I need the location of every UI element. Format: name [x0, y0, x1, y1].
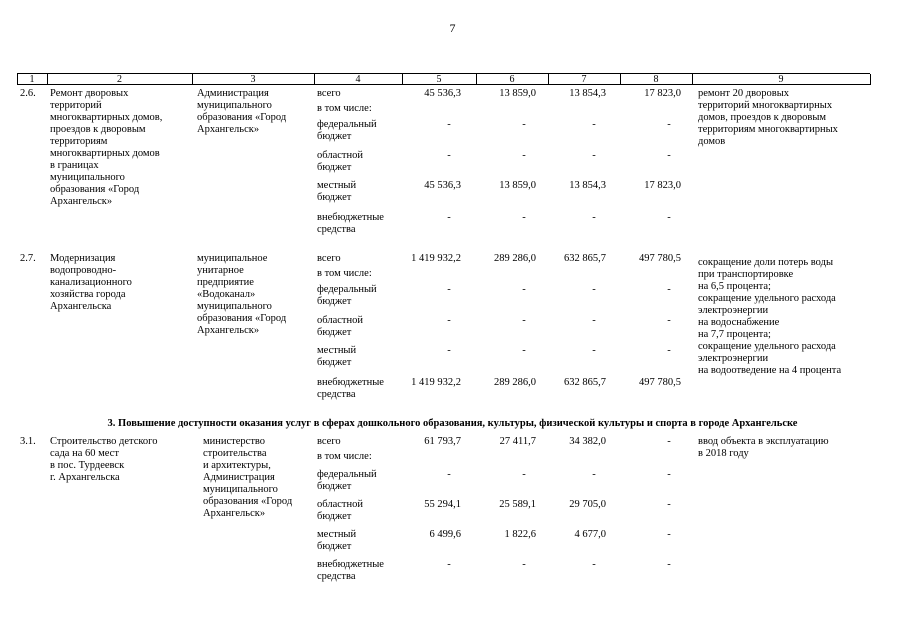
value-year-2018: 289 286,0: [494, 253, 536, 264]
value-year-2018: 13 859,0: [499, 88, 536, 99]
value-year-2018: -: [522, 469, 526, 480]
value-year-2019: -: [592, 315, 596, 326]
value-total: -: [447, 315, 451, 326]
value-year-2019: 34 382,0: [569, 436, 606, 447]
value-year-2019: 632 865,7: [564, 377, 606, 388]
funding-source-label: внебюджетные средства: [317, 212, 384, 235]
page-number: 7: [449, 21, 456, 35]
value-total: 1 419 932,2: [411, 377, 461, 388]
value-total: -: [447, 212, 451, 223]
value-year-2019: 4 677,0: [574, 529, 606, 540]
header-divider: [314, 74, 315, 85]
value-year-2018: 289 286,0: [494, 377, 536, 388]
expected-result: сокращение доли потерь воды при транспортировке на 6,5 процента; сокращение удельного расхода электроэнергии на водоснабжение на 7,7 процента; сокращение удельного расхода электроэнергии на водоотведение на 4 процента: [698, 257, 842, 376]
header-cell: 7: [581, 74, 587, 85]
funding-source-label: всего: [317, 436, 341, 447]
row-number: 2.7.: [20, 253, 36, 264]
header-cell: 8: [653, 74, 659, 85]
header-divider: [692, 74, 693, 85]
value-year-2018: -: [522, 212, 526, 223]
value-total: 61 793,7: [424, 436, 461, 447]
value-year-2019: 13 854,3: [569, 88, 606, 99]
value-year-2020: -: [667, 436, 671, 447]
value-year-2018: 27 411,7: [499, 436, 536, 447]
header-cell: 2: [117, 74, 122, 85]
header-divider: [402, 74, 403, 85]
value-total: 6 499,6: [429, 529, 461, 540]
value-year-2018: 1 822,6: [504, 529, 536, 540]
value-year-2018: -: [522, 345, 526, 356]
value-year-2019: 13 854,3: [569, 180, 606, 191]
funding-source-label: местный бюджет: [317, 180, 357, 203]
funding-source-label: федеральный бюджет: [317, 284, 377, 307]
value-year-2019: 632 865,7: [564, 253, 606, 264]
expected-result: ввод объекта в эксплуатацию в 2018 году: [698, 436, 829, 459]
funding-source-label: областной бюджет: [317, 150, 363, 173]
header-cell: 1: [29, 74, 35, 85]
row-number: 3.1.: [20, 436, 36, 447]
measure-name: Ремонт дворовых территорий многоквартирных домов, проездов к дворовым территориям многоквартирных домов в границах муниципального образования «Город Архангельск»: [50, 88, 163, 207]
header-cell: 3: [250, 74, 256, 85]
value-year-2020: 17 823,0: [644, 88, 681, 99]
funding-source-label: внебюджетные средства: [317, 377, 384, 400]
header-divider: [47, 74, 48, 85]
header-divider: [192, 74, 193, 85]
measure-name: Модернизация водопроводно- канализационного хозяйства города Архангельска: [50, 253, 132, 312]
value-total: -: [447, 284, 451, 295]
value-year-2018: 13 859,0: [499, 180, 536, 191]
value-year-2020: -: [667, 345, 671, 356]
value-year-2019: -: [592, 469, 596, 480]
value-year-2019: -: [592, 345, 596, 356]
header-cell: 5: [436, 74, 442, 85]
section-title: 3. Повышение доступности оказания услуг в сферах дошкольного образования, культуры, физической культуры и спорта в городе Архангельске: [107, 418, 798, 429]
value-year-2020: 497 780,5: [639, 253, 681, 264]
value-year-2018: -: [522, 315, 526, 326]
funding-source-label: федеральный бюджет: [317, 469, 377, 492]
funding-source-label: всего: [317, 88, 341, 99]
expected-result: ремонт 20 дворовых территорий многоквартирных домов, проездов к дворовым территориям многоквартирных домов: [698, 88, 838, 147]
value-year-2020: 497 780,5: [639, 377, 681, 388]
funding-source-label: в том числе:: [317, 268, 372, 279]
executor: министерство строительства и архитектуры, Администрация муниципального образования «Город Архангельск»: [203, 436, 293, 519]
value-year-2018: -: [522, 119, 526, 130]
funding-source-label: федеральный бюджет: [317, 119, 377, 142]
value-year-2019: -: [592, 119, 596, 130]
value-total: 45 536,3: [424, 180, 461, 191]
executor: муниципальное унитарное предприятие «Водоканал» муниципального образования «Город Архангельск»: [197, 253, 287, 336]
executor: Администрация муниципального образования «Город Архангельск»: [197, 88, 287, 135]
row-number: 2.6.: [20, 88, 36, 99]
header-divider: [620, 74, 621, 85]
header-cell: 9: [778, 74, 784, 85]
header-divider: [870, 74, 871, 85]
funding-source-label: местный бюджет: [317, 529, 357, 552]
funding-source-label: областной бюджет: [317, 499, 363, 522]
value-year-2020: -: [667, 150, 671, 161]
funding-source-label: в том числе:: [317, 451, 372, 462]
value-total: -: [447, 345, 451, 356]
value-year-2020: -: [667, 529, 671, 540]
header-divider: [548, 74, 549, 85]
value-year-2018: 25 589,1: [499, 499, 536, 510]
funding-source-label: внебюджетные средства: [317, 559, 384, 582]
funding-source-label: всего: [317, 253, 341, 264]
value-year-2020: -: [667, 284, 671, 295]
header-divider: [476, 74, 477, 85]
value-total: -: [447, 150, 451, 161]
value-year-2019: 29 705,0: [569, 499, 606, 510]
value-total: -: [447, 119, 451, 130]
value-year-2020: -: [667, 315, 671, 326]
value-year-2019: -: [592, 284, 596, 295]
value-year-2020: -: [667, 559, 671, 570]
value-year-2018: -: [522, 150, 526, 161]
funding-source-label: областной бюджет: [317, 315, 363, 338]
header-divider: [17, 74, 18, 85]
value-total: -: [447, 469, 451, 480]
value-year-2018: -: [522, 559, 526, 570]
value-year-2020: 17 823,0: [644, 180, 681, 191]
table-header: [17, 73, 870, 85]
header-cell: 4: [355, 74, 361, 85]
value-year-2020: -: [667, 119, 671, 130]
value-year-2020: -: [667, 212, 671, 223]
value-year-2020: -: [667, 499, 671, 510]
funding-source-label: в том числе:: [317, 103, 372, 114]
value-total: 55 294,1: [424, 499, 461, 510]
value-year-2020: -: [667, 469, 671, 480]
value-year-2019: -: [592, 212, 596, 223]
value-total: -: [447, 559, 451, 570]
value-year-2018: -: [522, 284, 526, 295]
value-total: 45 536,3: [424, 88, 461, 99]
value-year-2019: -: [592, 559, 596, 570]
value-year-2019: -: [592, 150, 596, 161]
funding-source-label: местный бюджет: [317, 345, 357, 368]
value-total: 1 419 932,2: [411, 253, 461, 264]
header-cell: 6: [509, 74, 515, 85]
measure-name: Строительство детского сада на 60 мест в пос. Турдеевск г. Архангельска: [50, 436, 158, 483]
